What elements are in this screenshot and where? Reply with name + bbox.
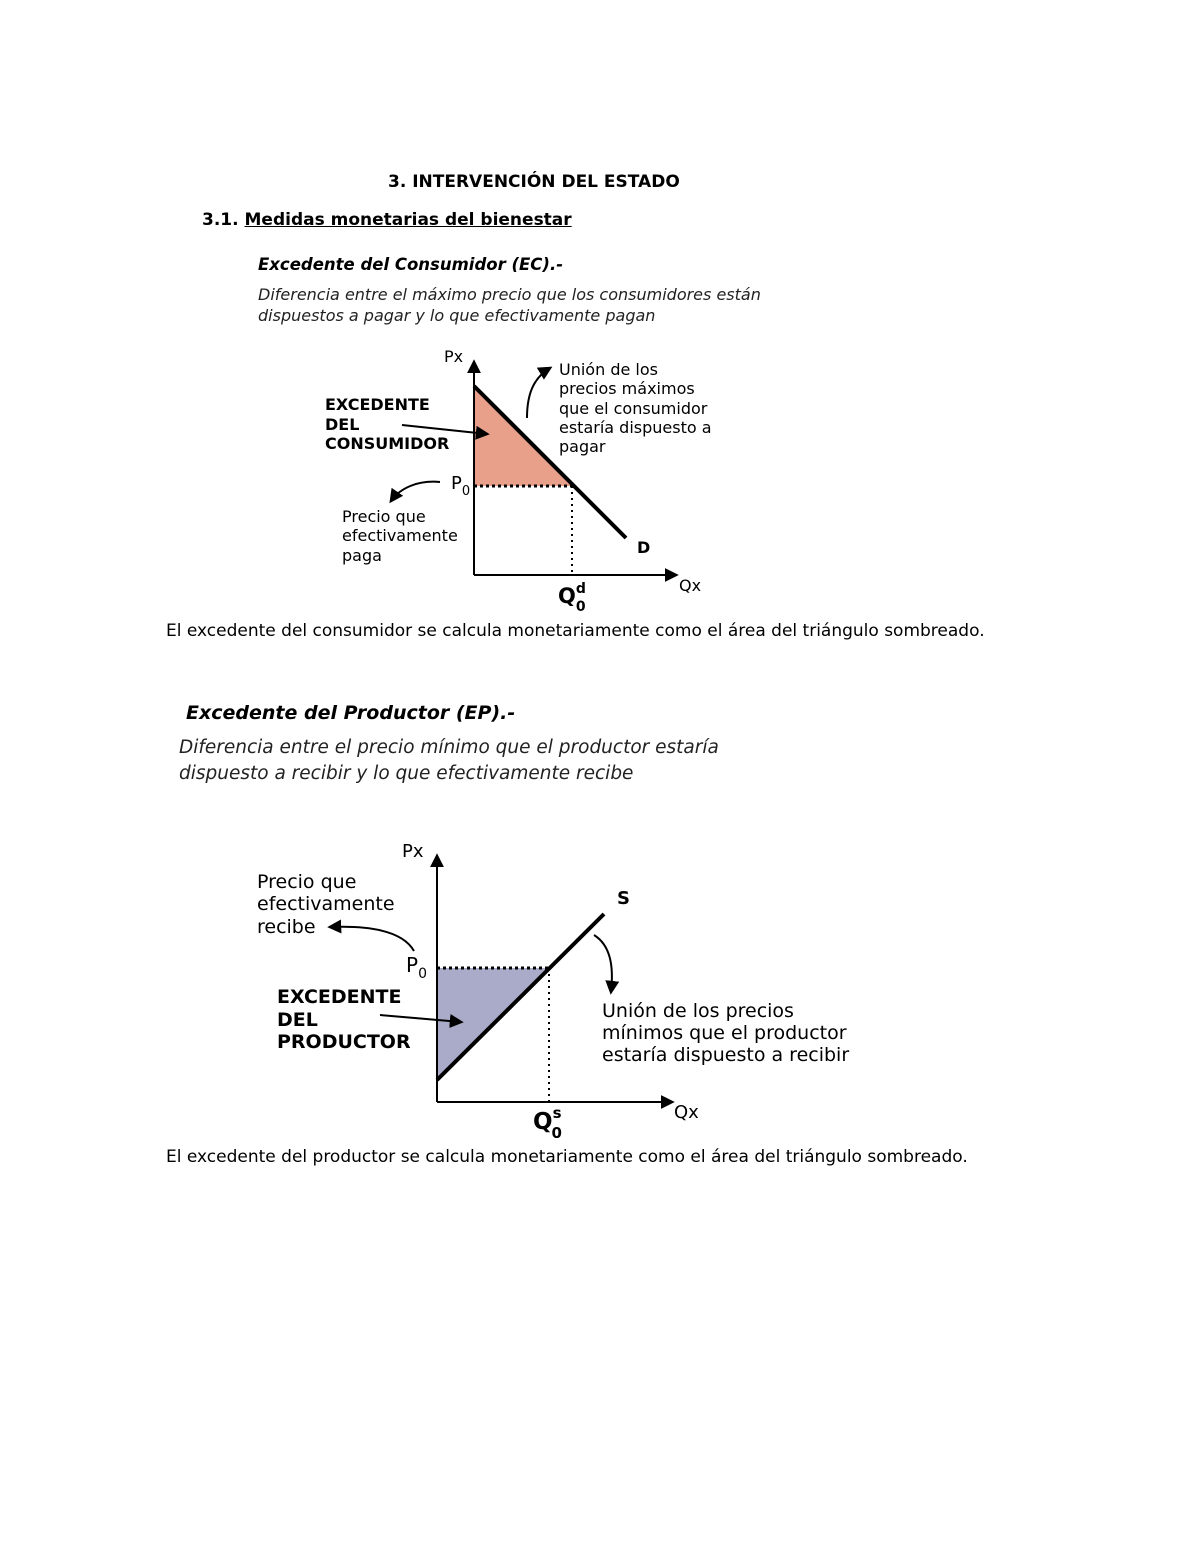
price-received-note: Precio que efectivamente recibe — [257, 871, 395, 938]
x-axis-label: Qx — [679, 576, 702, 595]
quantity-label: $Q^d$ 0 — [558, 581, 586, 615]
consumer-definition-line: Diferencia entre el máximo precio que los consumidores están — [258, 285, 761, 304]
curve-note-arrow — [527, 368, 550, 418]
supply-curve-note: Unión de los precios mínimos que el productor estaría dispuesto a recibir — [602, 1000, 850, 1066]
consumer-surplus-explanation: El excedente del consumidor se calcula monetariamente como el área del triángulo sombreado. — [166, 621, 985, 641]
demand-label: D — [637, 538, 651, 557]
consumer-surplus-label: EXCEDENTE DEL CONSUMIDOR — [325, 395, 450, 453]
producer-surplus-explanation: El excedente del productor se calcula monetariamente como el área del triángulo sombreado. — [166, 1147, 968, 1167]
consumer-surplus-title: Excedente del Consumidor (EC).- — [258, 255, 564, 274]
price-note-arrow — [330, 927, 414, 951]
y-axis-label: Px — [444, 347, 464, 366]
section-heading: 3. INTERVENCIÓN DEL ESTADO — [388, 172, 680, 192]
price-label: $P_0$ — [451, 473, 471, 499]
x-axis-label: Qx — [674, 1102, 699, 1123]
price-note-arrow — [391, 482, 440, 501]
demand-curve-note: Unión de los precios máximos que el consumidor estaría dispuesto a pagar — [559, 360, 712, 456]
producer-surplus-diagram — [257, 841, 853, 1142]
curve-note-arrow — [594, 935, 612, 992]
y-axis-label: Px — [402, 841, 424, 862]
producer-surplus-label: EXCEDENTE DEL PRODUCTOR — [277, 986, 411, 1053]
subsection-number: 3.1. — [202, 210, 239, 230]
producer-definition-line: Diferencia entre el precio mínimo que el productor estaría — [179, 737, 719, 758]
quantity-label: $Q^s$ 0 — [533, 1104, 562, 1142]
price-label: $P_0$ — [406, 953, 427, 982]
consumer-definition-line: dispuestos a pagar y lo que efectivamente pagan — [258, 306, 656, 325]
subsection-title: Medidas monetarias del bienestar — [244, 210, 572, 230]
supply-label: S — [617, 888, 630, 909]
consumer-surplus-diagram — [325, 347, 717, 615]
producer-surplus-title: Excedente del Productor (EP).- — [186, 702, 516, 724]
price-paid-note: Precio que efectivamente paga — [342, 507, 458, 565]
producer-definition-line: dispuesto a recibir y lo que efectivamente recibe — [179, 763, 634, 784]
